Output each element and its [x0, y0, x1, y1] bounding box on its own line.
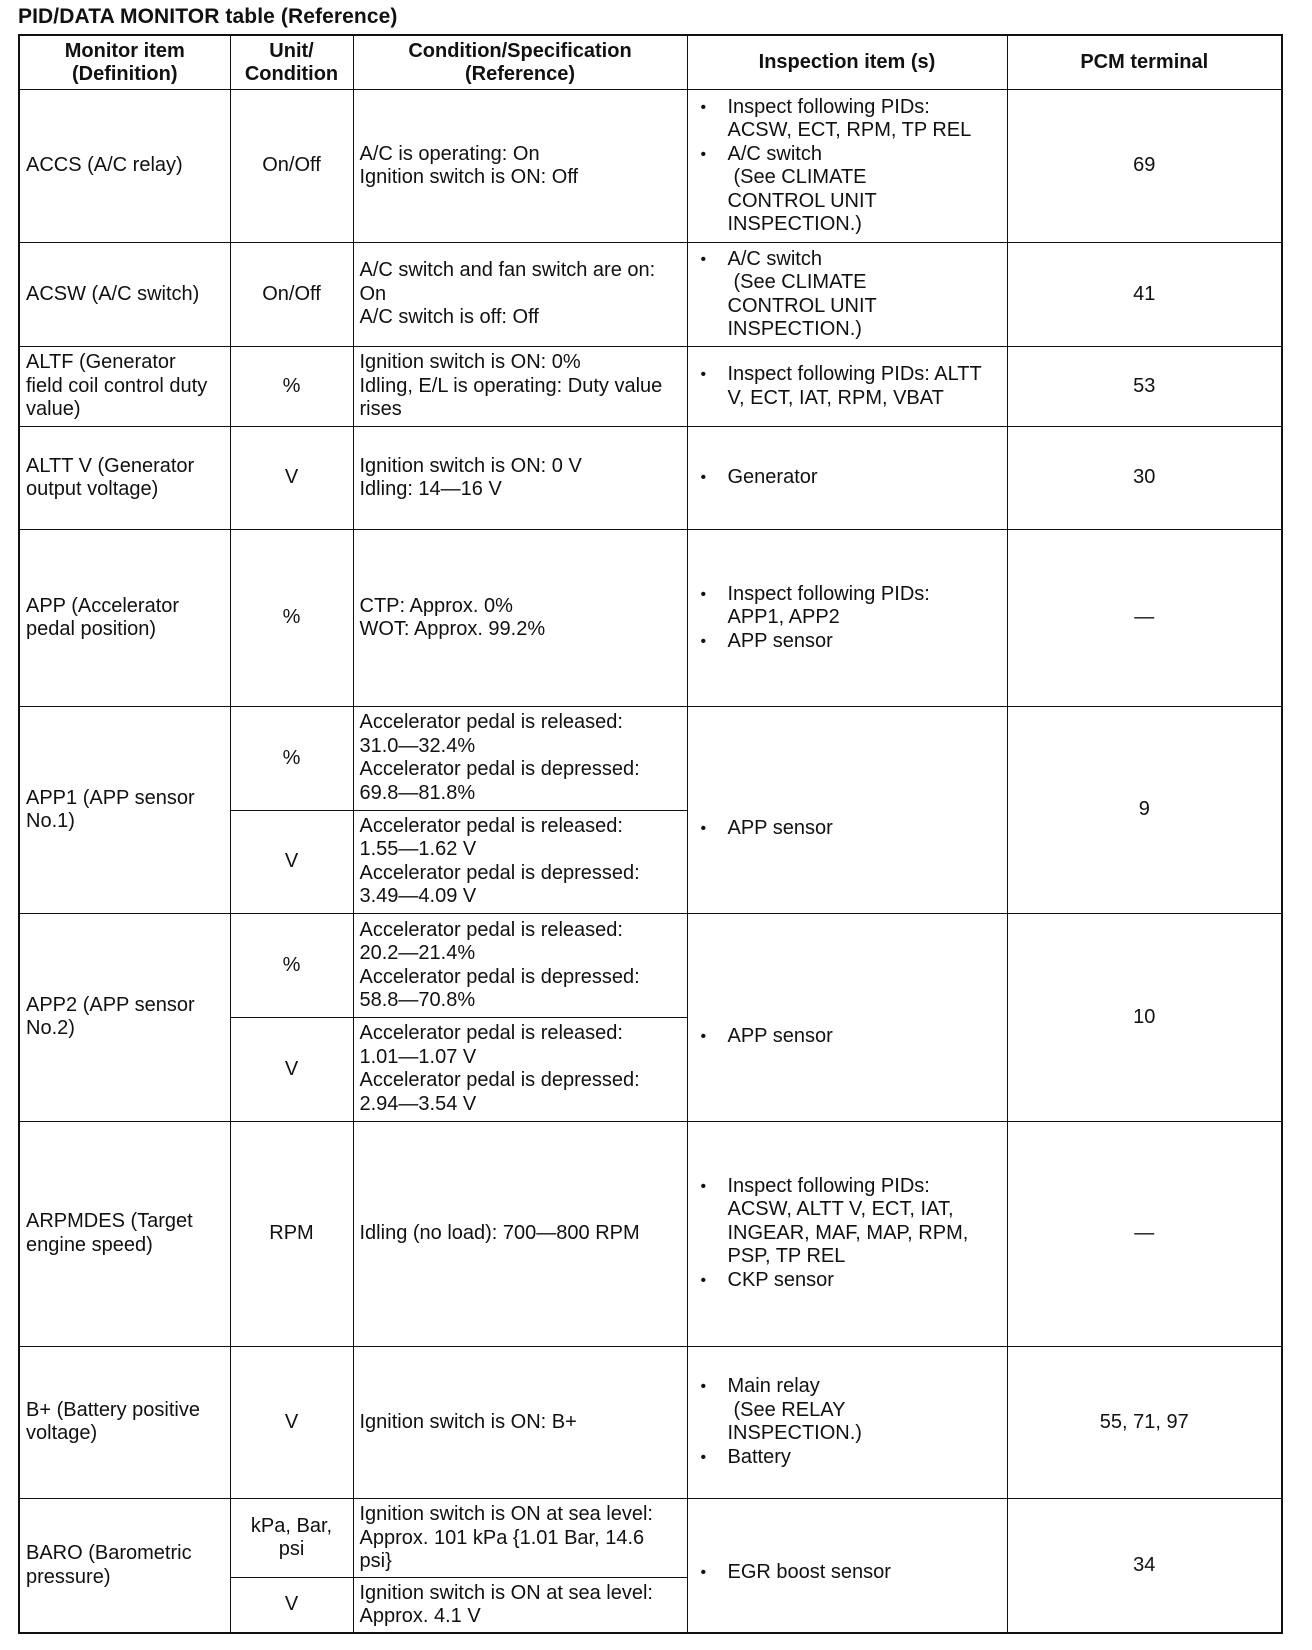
condition-spec: Ignition switch is ON at sea level: Approx. 4.1 V [353, 1578, 687, 1633]
inspection-note: CONTROL UNIT INSPECTION.) [727, 294, 877, 341]
inspection-bullet: • Battery [728, 1446, 1001, 1470]
condition-spec: Accelerator pedal is released: 1.01—1.07 V Accelerator pedal is depressed: 2.94—3.54 V [353, 1017, 687, 1121]
monitor-item: APP (Accelerator pedal position) [19, 530, 230, 707]
condition-spec: Accelerator pedal is released: 1.55—1.62 V Accelerator pedal is depressed: 3.49—4.09 V [353, 810, 687, 914]
inspection-items [687, 347, 1007, 426]
table-row [19, 707, 1282, 811]
page-title: PID/DATA MONITOR table (Reference) [18, 5, 398, 28]
pcm-terminal: 34 [1007, 1499, 1282, 1633]
inspection-bullet [728, 143, 1001, 237]
unit-condition: On/Off [230, 90, 353, 242]
inspection-bullet: • Inspect following PIDs: ACSW, ECT, RPM, TP REL [728, 96, 1001, 143]
monitor-item: ARPMDES (Target engine speed) [19, 1121, 230, 1346]
inspection-bullet: • Inspect following PIDs: APP1, APP2 [728, 583, 1001, 630]
unit-condition: V [230, 1346, 353, 1498]
inspection-note: INSPECTION.) [727, 1422, 862, 1445]
table-row [19, 1499, 1282, 1578]
condition-spec: Accelerator pedal is released: 20.2—21.4% Accelerator pedal is depressed: 58.8—70.8% [353, 914, 687, 1018]
unit-condition: On/Off [230, 242, 353, 347]
pcm-terminal: 10 [1007, 914, 1282, 1121]
inspection-bullet: • APP sensor [728, 630, 1001, 654]
table-row [19, 242, 1282, 347]
table-row [19, 1346, 1282, 1498]
header-row [19, 35, 1282, 90]
monitor-item: ALTT V (Generator output voltage) [19, 426, 230, 530]
inspection-bullet: • EGR boost sensor [728, 1561, 1001, 1585]
condition-spec: Ignition switch is ON: 0 V Idling: 14—16 V [353, 426, 687, 530]
inspection-bullet: • Inspect following PIDs: ALTT V, ECT, IAT, RPM, VBAT [728, 363, 1001, 410]
inspection-bullet: • Generator [728, 466, 1001, 490]
condition-spec: A/C switch and fan switch are on: On A/C switch is off: Off [353, 242, 687, 347]
condition-spec: Ignition switch is ON: B+ [353, 1346, 687, 1498]
inspection-text: Main relay [727, 1375, 820, 1398]
pcm-terminal: — [1007, 1121, 1282, 1346]
unit-condition: RPM [230, 1121, 353, 1346]
inspection-bullet [728, 248, 1001, 342]
condition-spec: CTP: Approx. 0% WOT: Approx. 99.2% [353, 530, 687, 707]
condition-spec: Accelerator pedal is released: 31.0—32.4% Accelerator pedal is depressed: 69.8—81.8% [353, 707, 687, 811]
unit-condition: kPa, Bar, psi [230, 1499, 353, 1578]
condition-spec: A/C is operating: On Ignition switch is ON: Off [353, 90, 687, 242]
table-row [19, 1121, 1282, 1346]
pcm-terminal: — [1007, 530, 1282, 707]
condition-spec: Ignition switch is ON: 0% Idling, E/L is operating: Duty value rises [353, 347, 687, 426]
table-row [19, 426, 1282, 530]
inspection-items [687, 1121, 1007, 1346]
inspection-items [687, 242, 1007, 347]
header-condition-specification: Condition/Specification (Reference) [353, 35, 687, 90]
header-monitor-item: Monitor item (Definition) [19, 35, 230, 90]
unit-condition: V [230, 426, 353, 530]
monitor-item: ALTF (Generator field coil control duty value) [19, 347, 230, 426]
inspection-bullet: • Inspect following PIDs: ACSW, ALTT V, ECT, IAT, INGEAR, MAF, MAP, RPM, PSP, TP REL [728, 1175, 1001, 1269]
header-unit-condition: Unit/ Condition [230, 35, 353, 90]
inspection-text: A/C switch [727, 247, 822, 270]
inspection-note: (See CLIMATE [733, 166, 867, 189]
inspection-bullet [728, 1375, 1001, 1446]
inspection-items [687, 1499, 1007, 1633]
unit-condition: % [230, 707, 353, 811]
inspection-bullet: • APP sensor [728, 817, 1001, 841]
condition-spec: Ignition switch is ON at sea level: Approx. 101 kPa {1.01 Bar, 14.6 psi} [353, 1499, 687, 1578]
table-row [19, 90, 1282, 242]
monitor-item: ACCS (A/C relay) [19, 90, 230, 242]
monitor-item: APP1 (APP sensor No.1) [19, 707, 230, 914]
unit-condition: V [230, 1017, 353, 1121]
inspection-bullet: • APP sensor [728, 1025, 1001, 1049]
table-row [19, 530, 1282, 707]
monitor-item: BARO (Barometric pressure) [19, 1499, 230, 1633]
unit-condition: % [230, 914, 353, 1018]
pcm-terminal: 30 [1007, 426, 1282, 530]
inspection-items [687, 1346, 1007, 1498]
inspection-items [687, 707, 1007, 914]
unit-condition: V [230, 1578, 353, 1633]
inspection-note: CONTROL UNIT INSPECTION.) [727, 189, 877, 236]
table-row [19, 347, 1282, 426]
pcm-terminal: 69 [1007, 90, 1282, 242]
pcm-terminal: 41 [1007, 242, 1282, 347]
pcm-terminal: 9 [1007, 707, 1282, 914]
inspection-items [687, 90, 1007, 242]
header-inspection-items: Inspection item (s) [687, 35, 1007, 90]
monitor-item: APP2 (APP sensor No.2) [19, 914, 230, 1121]
unit-condition: % [230, 347, 353, 426]
inspection-items [687, 530, 1007, 707]
inspection-text: A/C switch [727, 142, 822, 165]
inspection-items [687, 426, 1007, 530]
inspection-note: (See RELAY [733, 1398, 846, 1421]
pcm-terminal: 55, 71, 97 [1007, 1346, 1282, 1498]
inspection-note: (See CLIMATE [733, 271, 867, 294]
unit-condition: % [230, 530, 353, 707]
table-row [19, 914, 1282, 1018]
inspection-bullet: • CKP sensor [728, 1269, 1001, 1293]
monitor-item: ACSW (A/C switch) [19, 242, 230, 347]
inspection-items [687, 914, 1007, 1121]
monitor-item: B+ (Battery positive voltage) [19, 1346, 230, 1498]
pcm-terminal: 53 [1007, 347, 1282, 426]
header-pcm-terminal: PCM terminal [1007, 35, 1282, 90]
pid-data-monitor-table [18, 34, 1283, 1634]
condition-spec: Idling (no load): 700—800 RPM [353, 1121, 687, 1346]
unit-condition: V [230, 810, 353, 914]
